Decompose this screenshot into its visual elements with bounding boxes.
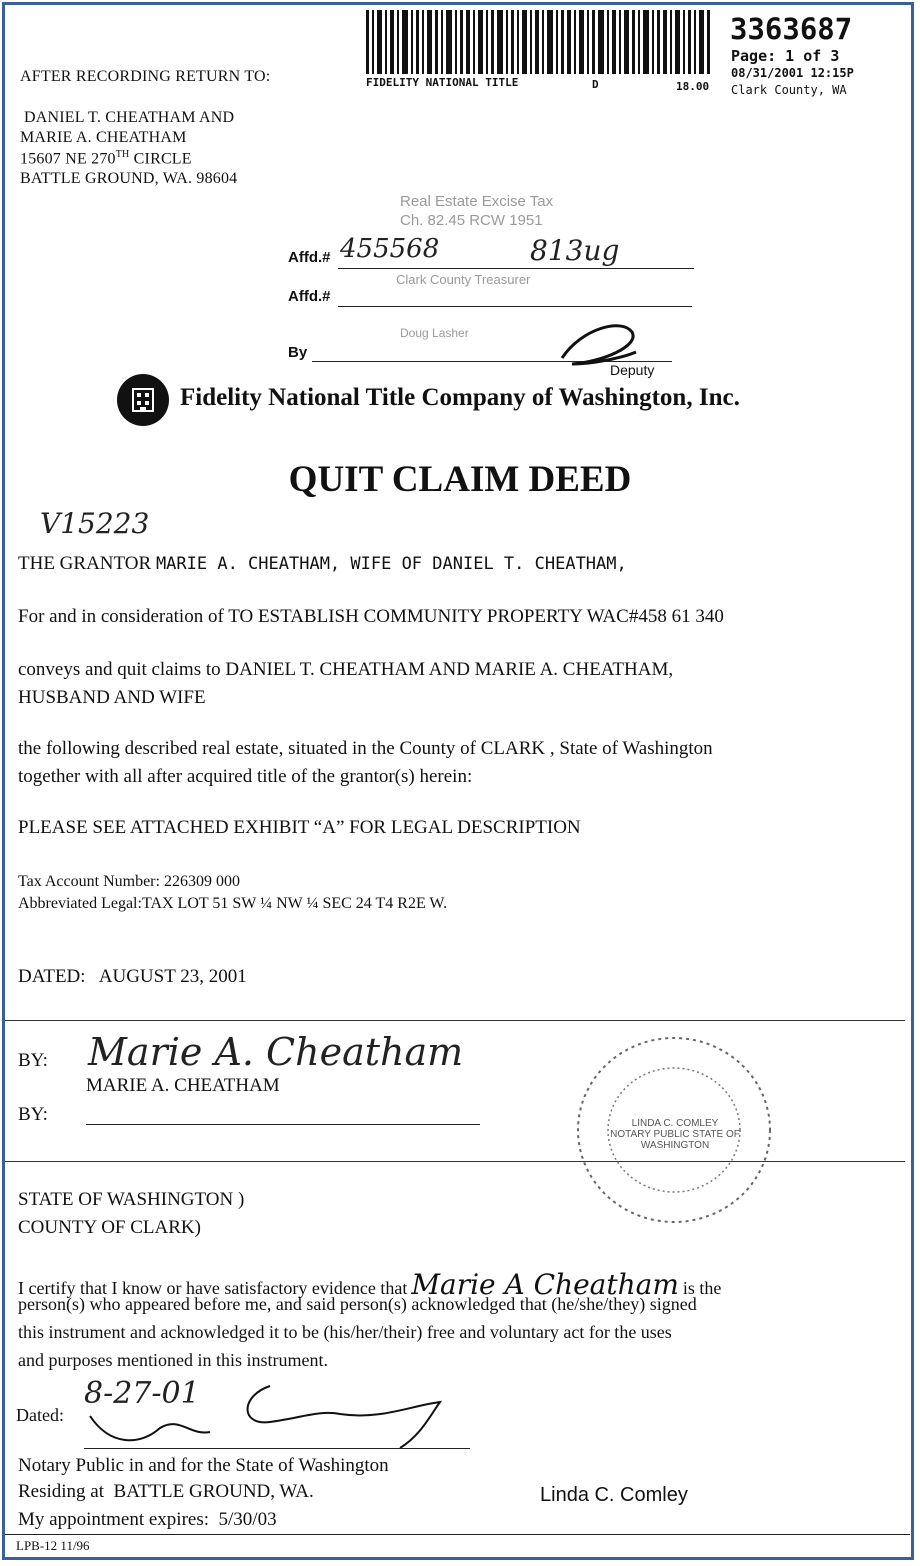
recording-page: Page: 1 of 3 [731, 47, 840, 65]
recording-county: Clark County, WA [731, 83, 847, 97]
by-1-label: BY: [18, 1050, 48, 1071]
excise-stamp-line-1: Real Estate Excise Tax [400, 193, 554, 210]
conveys-line-1: conveys and quit claims to DANIEL T. CHEATHAM AND MARIE A. CHEATHAM, [18, 659, 674, 680]
return-line-4: BATTLE GROUND, WA. 98604 [20, 170, 238, 187]
affidavit-1-value: 455568 [340, 234, 440, 264]
tax-account-line: Tax Account Number: 226309 000 [18, 873, 240, 890]
recording-doc-type: D [592, 78, 599, 91]
by-2-label: BY: [18, 1104, 48, 1125]
recording-number: 3363687 [730, 12, 853, 46]
notary-certify-line-2: person(s) who appeared before me, and said person(s) acknowledged that (he/she/they) signed [18, 1294, 697, 1314]
consideration-line: For and in consideration of TO ESTABLISH COMMUNITY PROPERTY WAC#458 61 340 [18, 606, 724, 627]
deputy-label: Deputy [610, 362, 655, 378]
notary-signature [80, 1376, 470, 1456]
notary-certify-line-1: I certify that I know or have satisfactory evidence that Marie A Cheatham is the [18, 1268, 722, 1301]
notary-certify-line-4: and purposes mentioned in this instrument. [18, 1350, 328, 1370]
affidavit-2-label: Affd.# [288, 288, 331, 305]
page-title: QUIT CLAIM DEED [288, 459, 632, 500]
excise-stamp-line-4: Doug Lasher [400, 326, 469, 340]
return-line-3: 15607 NE 270TH CIRCLE [20, 149, 192, 168]
affidavit-1-extra: 813ug [530, 234, 620, 267]
recording-datetime: 08/31/2001 12:15P [731, 66, 854, 80]
excise-stamp-line-2: Ch. 82.45 RCW 1951 [400, 212, 543, 229]
dated-line: DATED: AUGUST 23, 2001 [18, 966, 247, 987]
return-line-1: DANIEL T. CHEATHAM AND [24, 109, 235, 126]
company-name: Fidelity National Title Company of Washington, Inc. [180, 384, 740, 411]
exhibit-line: PLEASE SEE ATTACHED EXHIBIT “A” FOR LEGAL DESCRIPTION [18, 817, 581, 838]
real-estate-line-1: the following described real estate, situated in the County of CLARK , State of Washington [18, 738, 713, 759]
notary-dated-value: 8-27-01 [84, 1376, 200, 1411]
real-estate-line-2: together with all after acquired title of the grantor(s) herein: [18, 766, 473, 787]
excise-stamp-line-3: Clark County Treasurer [396, 272, 531, 287]
notary-county: COUNTY OF CLARK) [18, 1217, 201, 1238]
grantor-signature: Marie A. Cheatham [88, 1030, 464, 1074]
notary-certify-line-3: this instrument and acknowledged it to be (his/her/their) free and voluntary act for the uses [18, 1322, 672, 1342]
notary-printed-name: Linda C. Comley [540, 1484, 688, 1506]
grantor-line: THE GRANTOR MARIE A. CHEATHAM, WIFE OF DANIEL T. CHEATHAM, [18, 553, 627, 574]
return-line-2: MARIE A. CHEATHAM [20, 129, 187, 146]
abbreviated-legal-line: Abbreviated Legal:TAX LOT 51 SW ¼ NW ¼ SEC 24 T4 R2E W. [18, 895, 448, 912]
handwritten-reference: V15223 [40, 507, 150, 540]
affidavit-1-label: Affd.# [288, 249, 331, 266]
recording-agent: FIDELITY NATIONAL TITLE [366, 76, 519, 89]
notary-appointment-line: My appointment expires: 5/30/03 [18, 1509, 277, 1530]
barcode [362, 8, 718, 78]
notary-public-line: Notary Public in and for the State of Washington [18, 1455, 389, 1476]
notary-residing-line: Residing at BATTLE GROUND, WA. [18, 1481, 314, 1502]
form-code: LPB-12 11/96 [16, 1538, 90, 1553]
notary-state: STATE OF WASHINGTON ) [18, 1189, 245, 1210]
return-heading: AFTER RECORDING RETURN TO: [20, 68, 271, 85]
by-1-printed-name: MARIE A. CHEATHAM [86, 1075, 280, 1096]
recording-fee: 18.00 [676, 80, 710, 93]
notary-dated-label: Dated: [16, 1405, 64, 1425]
by-label: By [288, 344, 308, 361]
company-logo [116, 373, 170, 427]
conveys-line-2: HUSBAND AND WIFE [18, 687, 206, 708]
notary-seal-text: LINDA C. COMLEY NOTARY PUBLIC STATE OF WASHINGTON [610, 1118, 740, 1151]
